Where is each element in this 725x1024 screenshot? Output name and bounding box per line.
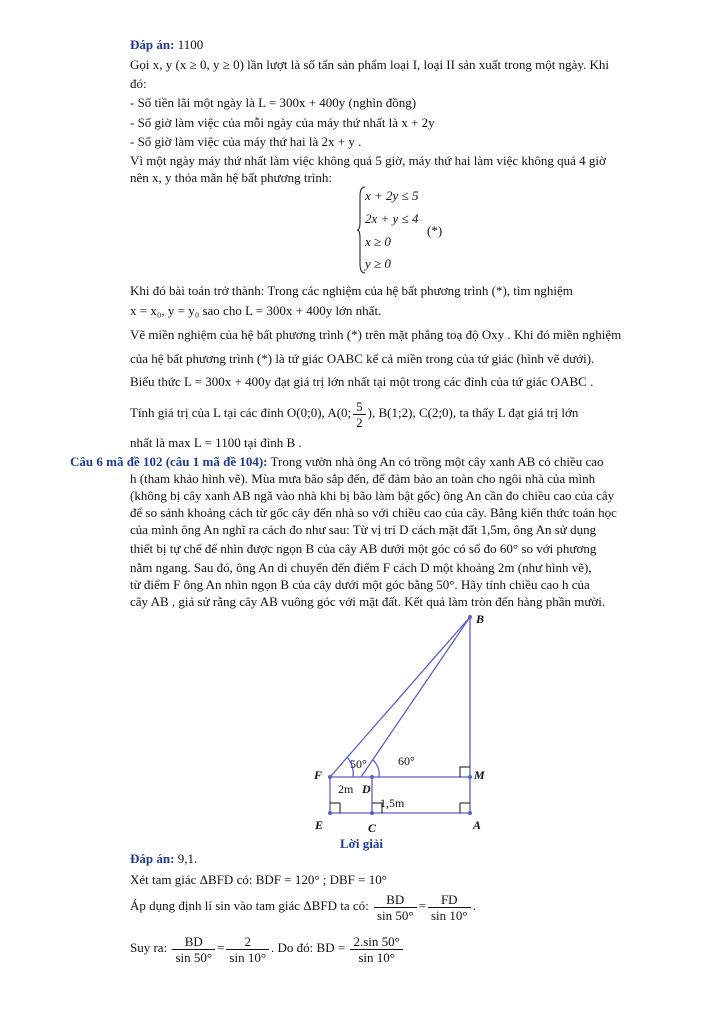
- label-F: F: [314, 768, 323, 782]
- para1-line4: - Số giờ làm việc của mỗi ngày của máy thứ nhất là x + 2y: [130, 115, 435, 130]
- tree-height-figure: [300, 605, 500, 845]
- point-E: [328, 811, 332, 815]
- point-C: [370, 811, 374, 815]
- label-length-2m: 2m: [338, 782, 354, 796]
- question-6-line8: từ điểm F ông An nhìn ngọn B của cây dưới một góc bằng 50°. Hãy tính chiều cao h của: [130, 577, 590, 592]
- sight-line-FB: [330, 617, 470, 777]
- label-M: M: [474, 768, 485, 782]
- solution-line3: Suy ra: $\frac{BD}{\sin 50^\circ}$ = $\frac{2}{\sin 10^\circ}$ . Do đó: BD = $\frac{2.\sin 50^\circ}{\sin 10^\circ}$: [130, 928, 405, 968]
- para2-line2: x = x₀, y = y₀ sao cho L = 300x + 400y lớn nhất.: [130, 303, 382, 318]
- question-6-line7: nằm ngang. Sau đó, ông An di chuyển đến điểm F cách D một khoảng 2m (như hình vẽ),: [130, 560, 592, 575]
- para1-line5: - Số giờ làm việc của máy thứ hai là 2x + y .: [130, 134, 362, 149]
- answer-label: Đáp án:: [130, 37, 175, 52]
- answer-value-2: 9,1.: [177, 851, 198, 866]
- point-D: [370, 775, 374, 779]
- fraction-bd-sin50-2: $\frac{BD}{\sin 50^\circ}$: [172, 934, 215, 965]
- angle-arc-D: [373, 760, 379, 777]
- answer-label-2: Đáp án:: [130, 851, 175, 866]
- label-D: D: [362, 782, 371, 796]
- inequality-4: y ≥ 0: [365, 256, 391, 271]
- para2-line3: Vẽ miền nghiệm của hệ bất phương trình (*) trên mặt phẳng toạ độ Oxy . Khi đó miền nghiệm: [130, 327, 622, 342]
- question-6-line6: thiết bị tự chế để nhìn được ngọn B của cây AB dưới một góc có số đo 60° so với phương: [130, 541, 597, 556]
- question-6-line2: h (tham khảo hình vẽ). Mùa mưa bão sắp đến, để đảm bảo an toàn cho ngôi nhà của mình: [130, 471, 596, 486]
- question-6-line4: để so sánh khoảng cách từ gốc cây đến nhà so với chiều cao của cây. Bằng kiến thức toán học: [130, 505, 617, 520]
- inequality-3: x ≥ 0: [365, 234, 391, 249]
- para1-line2: đó:: [130, 76, 147, 91]
- para2-line5: Biểu thức L = 300x + 400y đạt giá trị lớn nhất tại một trong các đỉnh của tứ giác OABC .: [130, 374, 594, 389]
- right-angle-M: [460, 767, 470, 777]
- answer-line-1: [130, 37, 203, 53]
- solution-line1: Xét tam giác ΔBFD có: BDF = 120° ; DBF = 10°: [130, 872, 387, 887]
- answer-value: 1100: [177, 37, 204, 52]
- question-6-line1: [70, 454, 604, 470]
- para2-line6: [130, 396, 578, 430]
- para1-line7: nên x, y thỏa mãn hệ bất phương trình:: [130, 170, 333, 185]
- fraction-2-sin10: $\frac{2}{\sin 10^\circ}$: [226, 934, 269, 965]
- solution-line2: Áp dụng định lí sin vào tam giác ΔBFD ta có: $\frac{BD}{\sin 50^\circ}$ = $\frac{FD}{\sin 10^\circ}$ .: [130, 891, 476, 923]
- para2-line6-start: Tính giá trị của L tại các đỉnh O(0;0), A(0;: [130, 405, 352, 420]
- inequality-1: x + 2y ≤ 5: [365, 188, 419, 203]
- solution-heading: Lời giải: [340, 836, 383, 851]
- label-E: E: [315, 818, 324, 832]
- fraction-2sin50-sin10: $\frac{2.\sin 50^\circ}{\sin 10^\circ}$: [350, 934, 402, 965]
- label-angle-60: 60°: [398, 754, 415, 768]
- question-6-heading: Câu 6 mã đề 102 (câu 1 mã đề 104):: [70, 454, 268, 469]
- question-6-text-1: Trong vườn nhà ông An có trồng một cây xanh AB có chiều cao: [270, 454, 604, 469]
- para2-line4: của hệ bất phương trình (*) là tứ giác OABC kể cả miền trong của tứ giác (hình vẽ dưới).: [130, 351, 595, 366]
- question-6-line5: của mình ông An nghĩ ra cách đo như sau: Từ vị trí D cách mặt đất 1,5m, ông An sử dụng: [130, 522, 597, 537]
- answer-line-2: [130, 851, 197, 867]
- label-C: C: [368, 821, 377, 835]
- label-angle-50: 50°: [350, 757, 367, 771]
- para2-line7: nhất là max L = 1100 tại đỉnh B .: [130, 435, 302, 450]
- fraction-bd-sin50: $\frac{BD}{\sin 50^\circ}$: [374, 892, 417, 923]
- para1-line1: Gọi x, y (x ≥ 0, y ≥ 0) lần lượt là số tấn sản phẩm loại I, loại II sản xuất trong một ngày. Khi: [130, 57, 610, 72]
- point-A: [468, 811, 472, 815]
- point-F: [328, 775, 332, 779]
- question-6-line3: (không bị cây xanh AB ngã vào nhà khi bị bão làm bật gốc) ông An cần đo chiều cao của cây: [130, 488, 615, 503]
- fraction-fd-sin10: $\frac{FD}{\sin 10^\circ}$: [428, 892, 471, 923]
- right-angle-E: [330, 803, 340, 813]
- question-6-line9: cây AB , giả sử rằng cây AB vuông góc với mặt đất. Kết quả làm tròn đến hàng phần mười.: [130, 594, 606, 609]
- para1-line3: - Số tiền lãi một ngày là L = 300x + 400y (nghìn đồng): [130, 95, 417, 110]
- label-B: B: [476, 612, 485, 626]
- fraction-five-halves: $\frac{5}{2}$: [353, 399, 366, 430]
- system-tag: (*): [427, 223, 443, 238]
- point-B: [468, 615, 472, 619]
- inequality-2: 2x + y ≤ 4: [365, 211, 419, 226]
- para2-line6-end: ), B(1;2), C(2;0), ta thấy L đạt giá trị lớn: [367, 405, 579, 420]
- right-angle-A: [460, 803, 470, 813]
- sight-line-DB: [361, 617, 470, 777]
- inequality-system: [357, 186, 457, 274]
- para1-line6: Vì một ngày máy thứ nhất làm việc không quá 5 giờ, máy thứ hai làm việc không quá 4 giờ: [130, 153, 606, 168]
- point-M: [468, 775, 472, 779]
- para2-line1: Khi đó bài toán trở thành: Trong các nghiệm của hệ bất phương trình (*), tìm nghiệm: [130, 283, 573, 298]
- label-length-1-5m: 1,5m: [380, 796, 405, 810]
- label-A: A: [473, 818, 482, 832]
